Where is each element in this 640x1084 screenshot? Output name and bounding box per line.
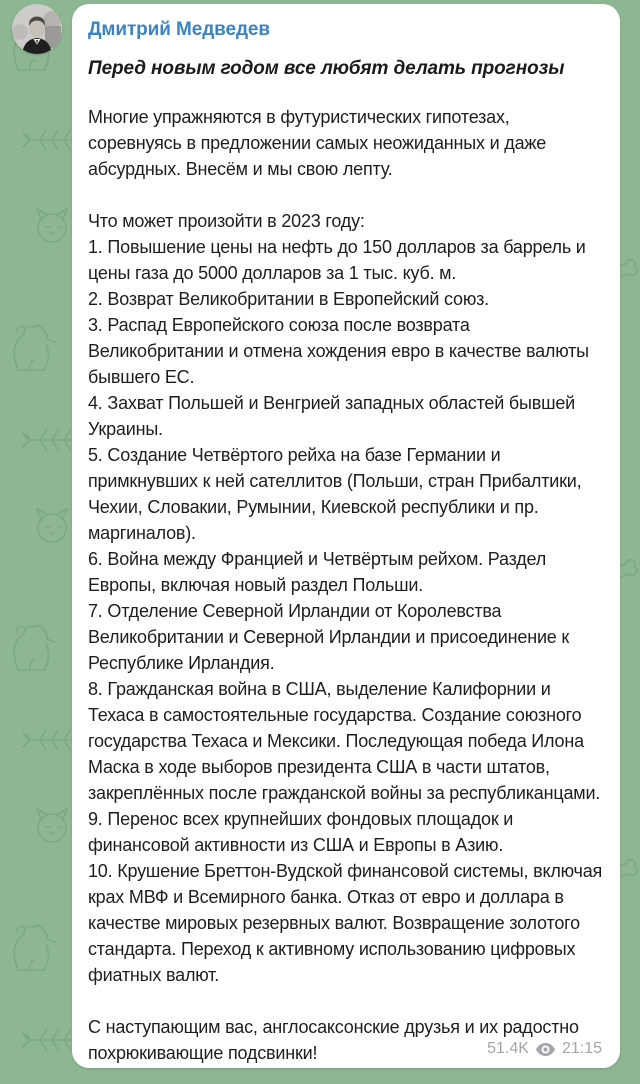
prediction-item: 9. Перенос всех крупнейших фондовых площадок и финансовой активности из США и Европы в Азию. (88, 809, 514, 855)
message-meta (481, 1041, 602, 1057)
prediction-item: 2. Возврат Великобритании в Европейский союз. (88, 289, 489, 309)
message-bubble (72, 4, 620, 1068)
prediction-item: 10. Крушение Бреттон-Вудской финансовой системы, включая крах МВФ и Всемирного банка. Отказ от евро и доллара в качестве мировых резервных валют. Возвращение золотого стандарта. Переход к активному использованию цифровых фиатных валют. (88, 861, 603, 985)
avatar-photo (12, 4, 62, 54)
views-count: 51.4K (487, 1040, 529, 1057)
prediction-item: 8. Гражданская война в США, выделение Калифорнии и Техаса в самостоятельные государства. Создание союзного государства Техаса и Мексики. Последующая победа Илона Маска в ходе выборов президента США в части штатов, закреплённых после гражданской войны за республиканцами. (88, 679, 601, 803)
prediction-item: 6. Война между Францией и Четвёртым рейхом. Раздел Европы, включая новый раздел Польши. (88, 549, 547, 595)
message-time: 21:15 (561, 1040, 602, 1057)
outro-paragraph: С наступающим вас, англосаксонские друзья и их радостно похрюкивающие подсвинки! (88, 1017, 579, 1063)
avatar[interactable] (12, 4, 62, 54)
prediction-item: 5. Создание Четвёртого рейха на базе Германии и примкнувших к ней сателлитов (Польши, стран Прибалтики, Чехии, Словакии, Румынии, Киевской республики и пр. маргиналов). (88, 445, 582, 543)
channel-name[interactable]: Дмитрий Медведев (88, 19, 270, 40)
prediction-item: 4. Захват Польшей и Венгрией западных областей бывшей Украины. (88, 393, 576, 439)
predictions-list (88, 208, 604, 988)
list-header: Что может произойти в 2023 году: (88, 211, 365, 231)
post-title: Перед новым годом все любят делать прогнозы (88, 58, 565, 79)
prediction-item: 1. Повышение цены на нефть до 150 долларов за баррель и цены газа до 5000 долларов за 1 тыс. куб. м. (88, 237, 586, 283)
intro-paragraph: Многие упражняются в футуристических гипотезах, соревнуясь в предложении самых неожиданных и даже абсурдных. Внесём и мы свою лепту. (88, 107, 547, 179)
prediction-item: 7. Отделение Северной Ирландии от Королевства Великобритании и Северной Ирландии и присоединение к Республике Ирландия. (88, 601, 570, 673)
eye-icon (536, 1043, 555, 1056)
prediction-item: 3. Распад Европейского союза после возврата Великобритании и отмена хождения евро в качестве валюты бывшего ЕС. (88, 315, 589, 387)
